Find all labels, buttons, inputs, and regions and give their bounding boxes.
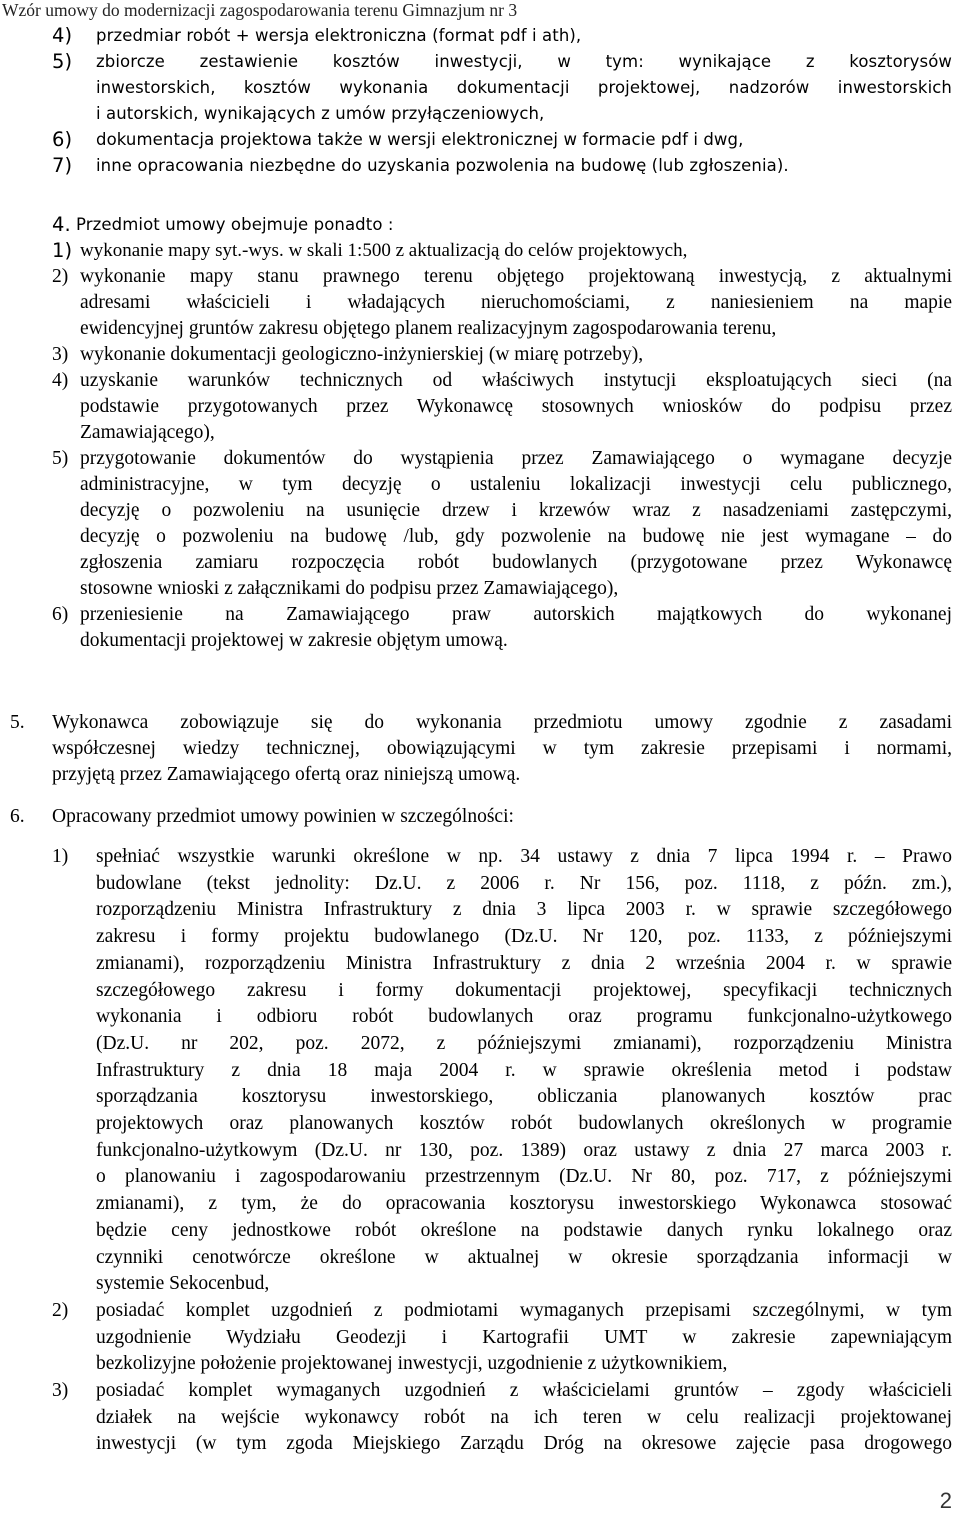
list-item-line: uzgodnienie Wydziału Geodezji i Kartografii UMT w zakresie zapewniającym (96, 1326, 952, 1348)
list-item-line: zakresu i formy projektu budowlanego (Dz.U. Nr 120, poz. 1133, z późniejszymi (96, 926, 952, 948)
list-item-line: będzie ceny jednostkowe robót określone na podstawie danych rynku lokalnego oraz (96, 1219, 952, 1241)
paragraph-line: współczesnej wiedzy technicznej, obowiązującymi w tym zakresie przepisami i normami, (52, 738, 952, 759)
list-item-line: administracyjne, w tym decyzję o ustaleniu lokalizacji inwestycji celu publicznego, (80, 474, 952, 495)
list-item-line: posiadać komplet uzgodnień z podmiotami wymaganych przepisami szczególnymi, w tym (96, 1299, 952, 1321)
section-heading: Przedmiot umowy obejmuje ponadto : (76, 215, 394, 234)
section-heading: Opracowany przedmiot umowy powinien w szczególności: (52, 806, 514, 827)
list-item-line: zmianami), rozporządzeniu Ministra Infrastruktury z dnia 2 września 2004 r. w sprawie (96, 952, 952, 974)
list-item-line: Infrastruktury z dnia 18 maja 2004 r. w sprawie określenia metod i podstaw (96, 1059, 952, 1081)
list-item-line: sporządzania kosztorysu inwestorskiego, obliczania planowanych kosztów prac (96, 1086, 952, 1108)
list-item-line: zmianami), z tym, że do opracowania kosztorysu inwestorskiego Wykonawca stosować (96, 1193, 952, 1215)
list-item-line: dokumentacja projektowa także w wersji elektronicznej w formacie pdf i dwg, (96, 130, 744, 149)
list-item-line: spełniać wszystkie warunki określone w np. 34 ustawy z dnia 7 lipca 1994 r. – Prawo (96, 846, 952, 867)
list-number: 2) (52, 266, 69, 287)
list-item-line: (Dz.U. nr 202, poz. 2072, z późniejszymi zmianami), rozporządzeniu Ministra (96, 1032, 952, 1054)
list-number: 5) (52, 448, 69, 469)
list-number: 3) (52, 344, 69, 365)
list-item-line: zgłoszenia zamiaru rozpoczęcia robót budowlanych (przygotowane przez Wykonawcę (80, 552, 952, 573)
list-item-line: wykonanie mapy syt.-wys. w skali 1:500 z aktualizacją do celów projektowych, (80, 240, 688, 261)
list-item-line: przeniesienie na Zamawiającego praw autorskich majątkowych do wykonanej (80, 604, 952, 625)
list-item-line: działek na wejście wykonawcy robót na ich teren w celu realizacji projektowanej (96, 1406, 952, 1428)
list-item-line: bezkolizyjne położenie projektowanej inwestycji, uzgodnienie z użytkownikiem, (96, 1353, 728, 1375)
list-number: 5. (10, 712, 25, 733)
paragraph-line: Wykonawca zobowiązuje się do wykonania przedmiotu umowy zgodnie z zasadami (52, 712, 952, 733)
list-number: 1) (52, 239, 73, 262)
list-item-line: inwestycji (w tym zgoda Miejskiego Zarządu Dróg na okresowe zajęcie pasa drogowego (96, 1433, 952, 1455)
list-item-line: budowlane (tekst jednolity: Dz.U. z 2006 r. Nr 156, poz. 1118, z późn. zm.), (96, 872, 952, 894)
list-item-line: czynniki cenotwórcze określone w aktualnej w okresie sporządzania informacji w (96, 1246, 952, 1268)
list-item-line: ewidencyjnej gruntów zakresu objętego planem realizacyjnym zagospodarowania terenu, (80, 318, 777, 339)
list-item-line: inwestorskich, kosztów wykonania dokumentacji projektowej, nadzorów inwestorskich (96, 78, 952, 97)
list-item-line: wykonanie dokumentacji geologiczno-inżynierskiej (w miarę potrzeby), (80, 344, 644, 365)
list-item-line: wykonanie mapy stanu prawnego terenu objętego projektowaną inwestycją, z aktualnymi (80, 266, 952, 287)
list-item-line: dokumentacji projektowej w zakresie objętym umową. (80, 630, 508, 651)
list-number: 4) (52, 370, 69, 391)
list-number: 1) (52, 846, 69, 867)
list-number: 5) (52, 50, 73, 73)
list-item-line: Zamawiającego), (80, 422, 215, 443)
list-item-line: zbiorcze zestawienie kosztów inwestycji, w tym: wynikające z kosztorysów (96, 52, 952, 71)
list-number: 4. (52, 213, 71, 236)
list-item-line: funkcjonalno-użytkowym (Dz.U. nr 130, poz. 1389) oraz ustawy z dnia 27 marca 2003 r. (96, 1139, 952, 1161)
list-item-line: uzyskanie warunków technicznych od właściwych instytucji eksploatujących sieci (na (80, 370, 952, 391)
list-item-line: szczegółowego zakresu i formy dokumentacji projektowej, specyfikacji technicznych (96, 979, 952, 1001)
list-number: 7) (52, 154, 73, 177)
list-item-line: adresami właścicieli i władających nieruchomościami, z naniesieniem na mapie (80, 292, 952, 313)
list-item-line: przygotowanie dokumentów do wystąpienia przez Zamawiającego o wymagane decyzje (80, 448, 952, 469)
list-number: 2) (52, 1299, 69, 1321)
list-number: 6) (52, 128, 73, 151)
list-item-line: wykonania i odbioru robót budowlanych oraz programu funkcjonalno-użytkowego (96, 1006, 952, 1028)
list-item-line: o planowaniu i zagospodarowaniu przestrzennym (Dz.U. Nr 80, poz. 717, z późniejszymi (96, 1166, 952, 1188)
list-number: 3) (52, 1380, 69, 1401)
list-item-line: posiadać komplet wymaganych uzgodnień z właścicielami gruntów – zgody właścicieli (96, 1380, 952, 1401)
list-item-line: przedmiar robót + wersja elektroniczna (format pdf i ath), (96, 26, 582, 45)
list-item-line: decyzję o pozwoleniu na budowę /lub, gdy pozwolenie na budowę nie jest wymagane – do (80, 526, 952, 547)
list-item-line: systemie Sekocenbud, (96, 1273, 270, 1295)
page-number: 2 (939, 1488, 952, 1513)
list-item-line: projektowych oraz planowanych kosztów robót budowlanych określonych w programie (96, 1113, 952, 1134)
list-item-line: rozporządzeniu Ministra Infrastruktury z dnia 3 lipca 2003 r. w sprawie szczegółowego (96, 899, 952, 921)
list-item-line: inne opracowania niezbędne do uzyskania pozwolenia na budowę (lub zgłoszenia). (96, 156, 789, 175)
paragraph-line: przyjętą przez Zamawiającego ofertą oraz niniejszą umową. (52, 764, 521, 785)
list-item-line: stosowne wnioski z załącznikami do podpisu przez Zamawiającego), (80, 578, 619, 599)
list-item-line: decyzję o pozwoleniu na usunięcie drzew i krzewów wraz z nasadzeniami zastępczymi, (80, 500, 952, 521)
list-item-line: i autorskich, wynikających z umów przyłączeniowych, (96, 104, 545, 123)
list-number: 6. (10, 806, 25, 827)
list-item-line: podstawie przygotowanych przez Wykonawcę stosownych wniosków do podpisu przez (80, 396, 952, 417)
list-number: 6) (52, 604, 69, 625)
document-header: Wzór umowy do modernizacji zagospodarowania terenu Gimnazjum nr 3 (2, 0, 518, 20)
list-number: 4) (52, 24, 73, 47)
